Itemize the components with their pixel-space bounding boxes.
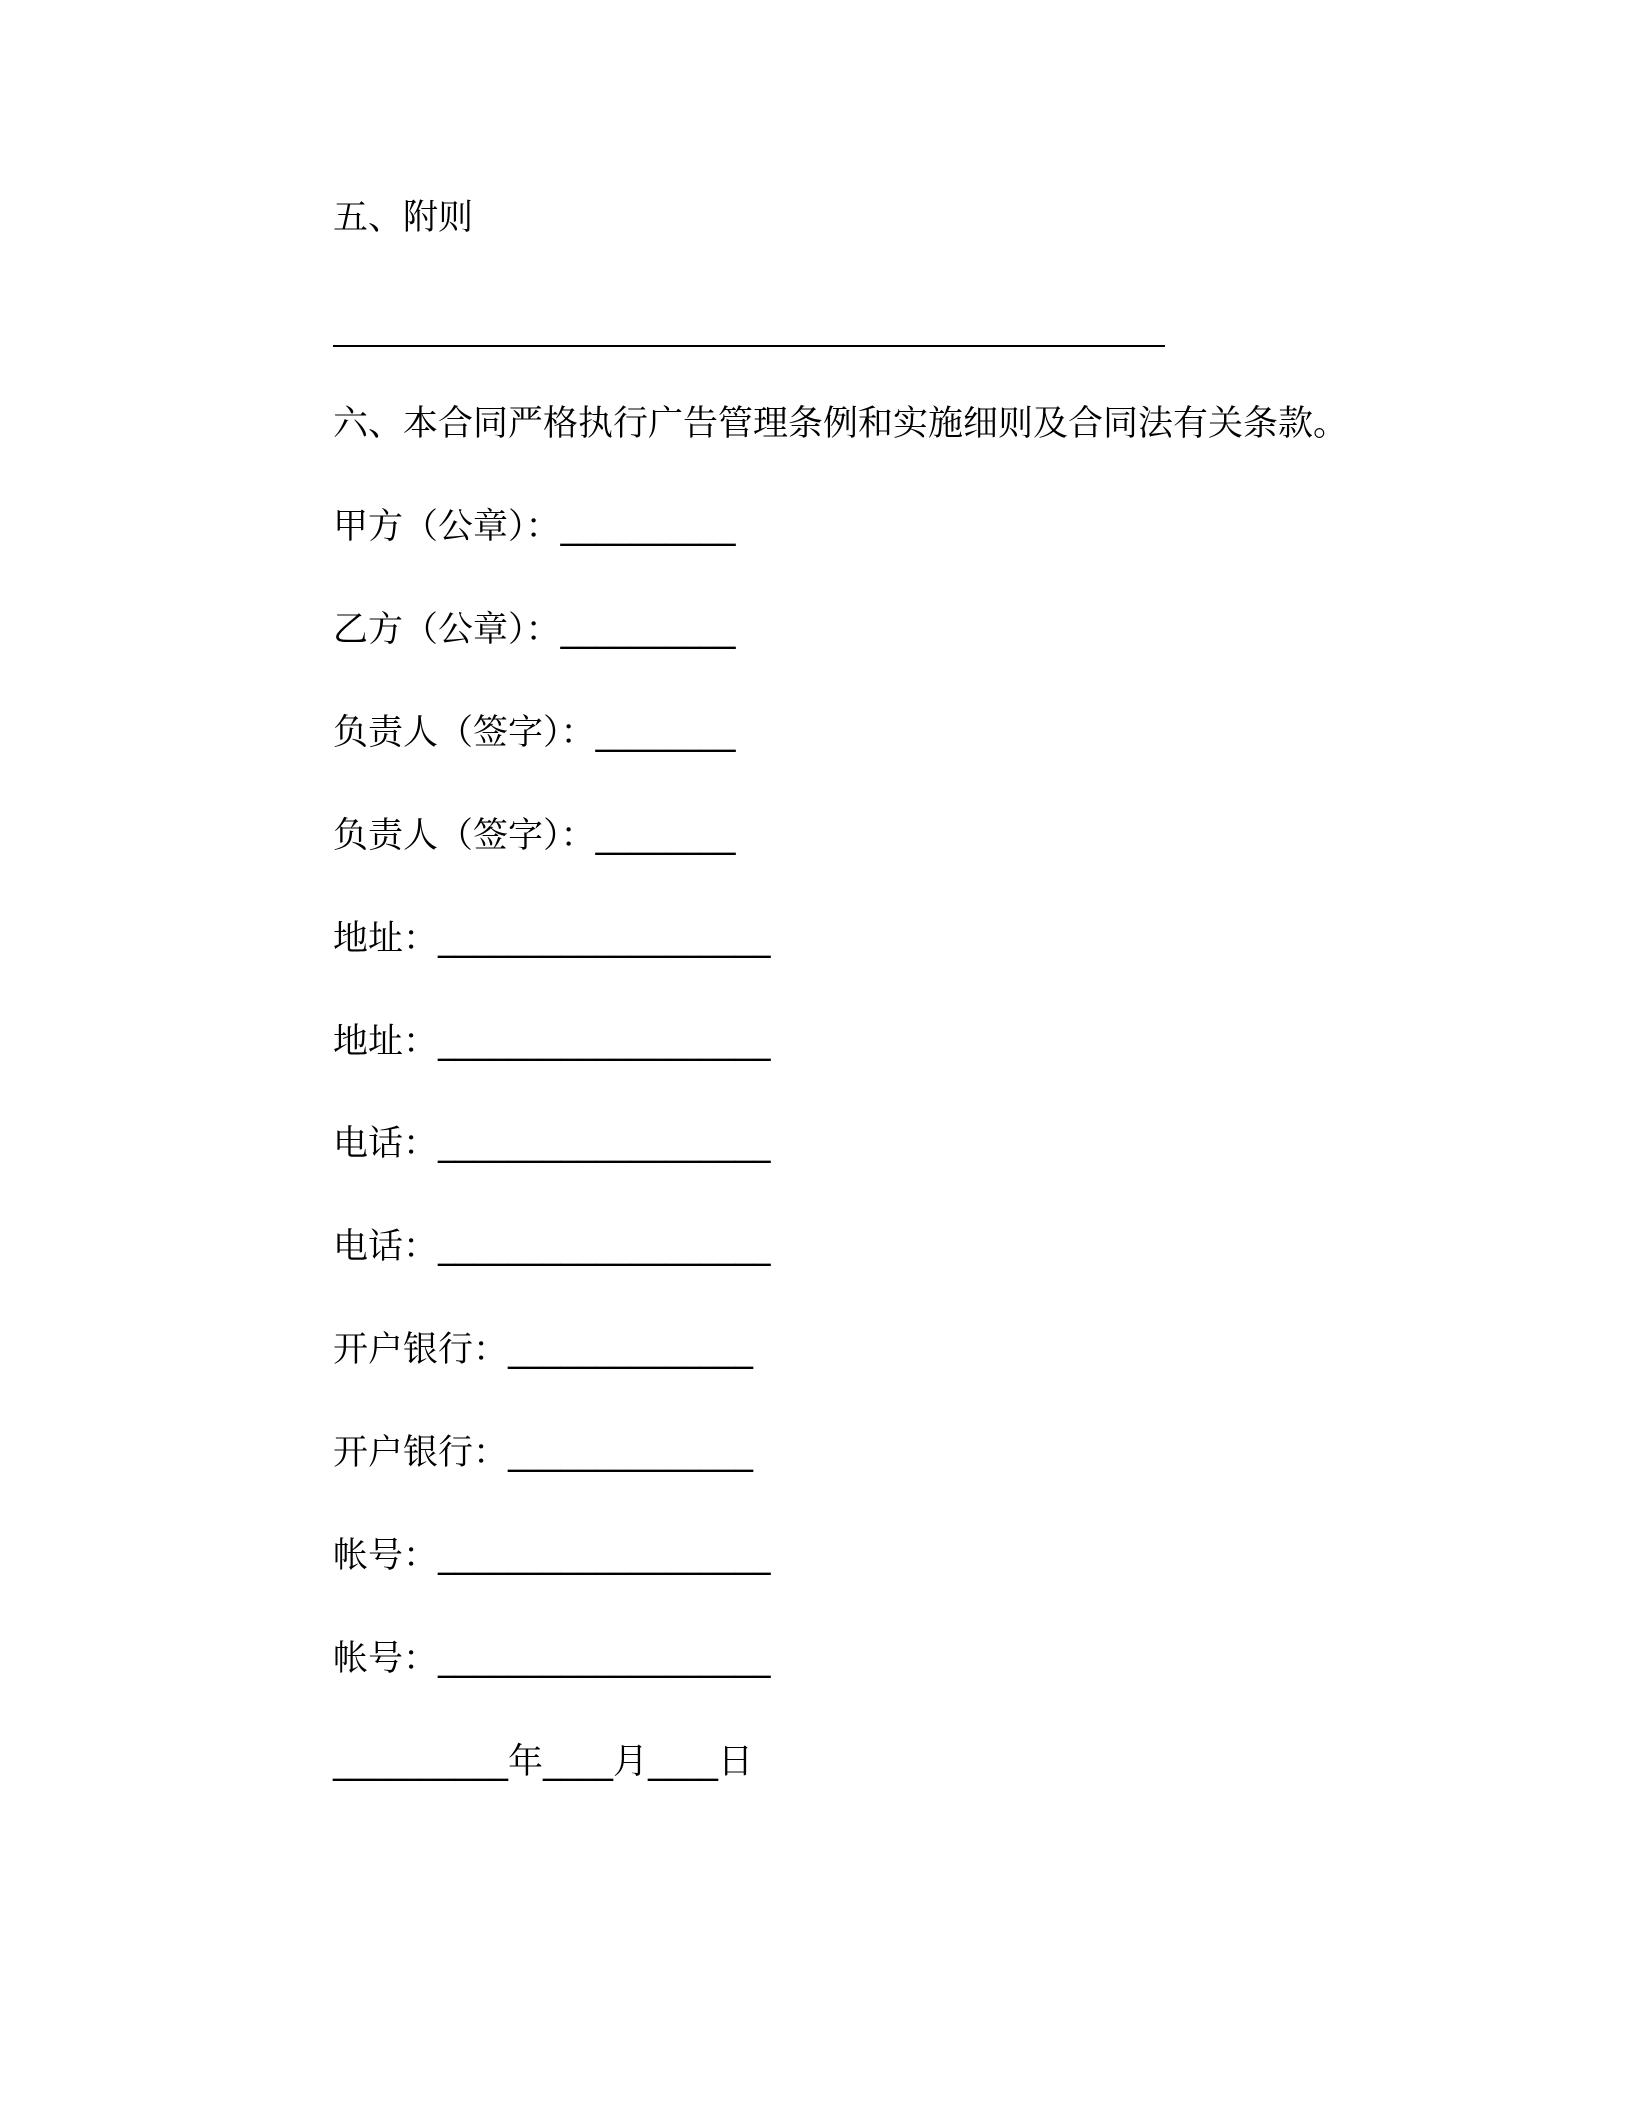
- bank-a-field: 开户银行：______________: [333, 1330, 754, 1370]
- section-6-clause: 六、本合同严格执行广告管理条例和实施细则及合同法有关条款。: [333, 404, 1349, 444]
- principal-b-signature-field: 负责人（签字）：________: [333, 816, 736, 856]
- address-a-field: 地址：___________________: [333, 919, 771, 959]
- principal-a-signature-field: 负责人（签字）：________: [333, 713, 736, 753]
- phone-a-field: 电话：___________________: [333, 1124, 771, 1164]
- section-5-heading: 五、附则: [333, 198, 474, 238]
- account-b-field: 帐号：___________________: [333, 1639, 771, 1679]
- account-a-field: 帐号：___________________: [333, 1536, 771, 1576]
- phone-b-field: 电话：___________________: [333, 1227, 771, 1267]
- bank-b-field: 开户银行：______________: [333, 1433, 754, 1473]
- address-b-field: 地址：___________________: [333, 1022, 771, 1062]
- date-field: __________年____月____日: [333, 1742, 754, 1782]
- section-5-blank-line: [333, 345, 1165, 347]
- party-b-seal-field: 乙方（公章）：__________: [333, 610, 736, 650]
- party-a-seal-field: 甲方（公章）：__________: [333, 507, 736, 547]
